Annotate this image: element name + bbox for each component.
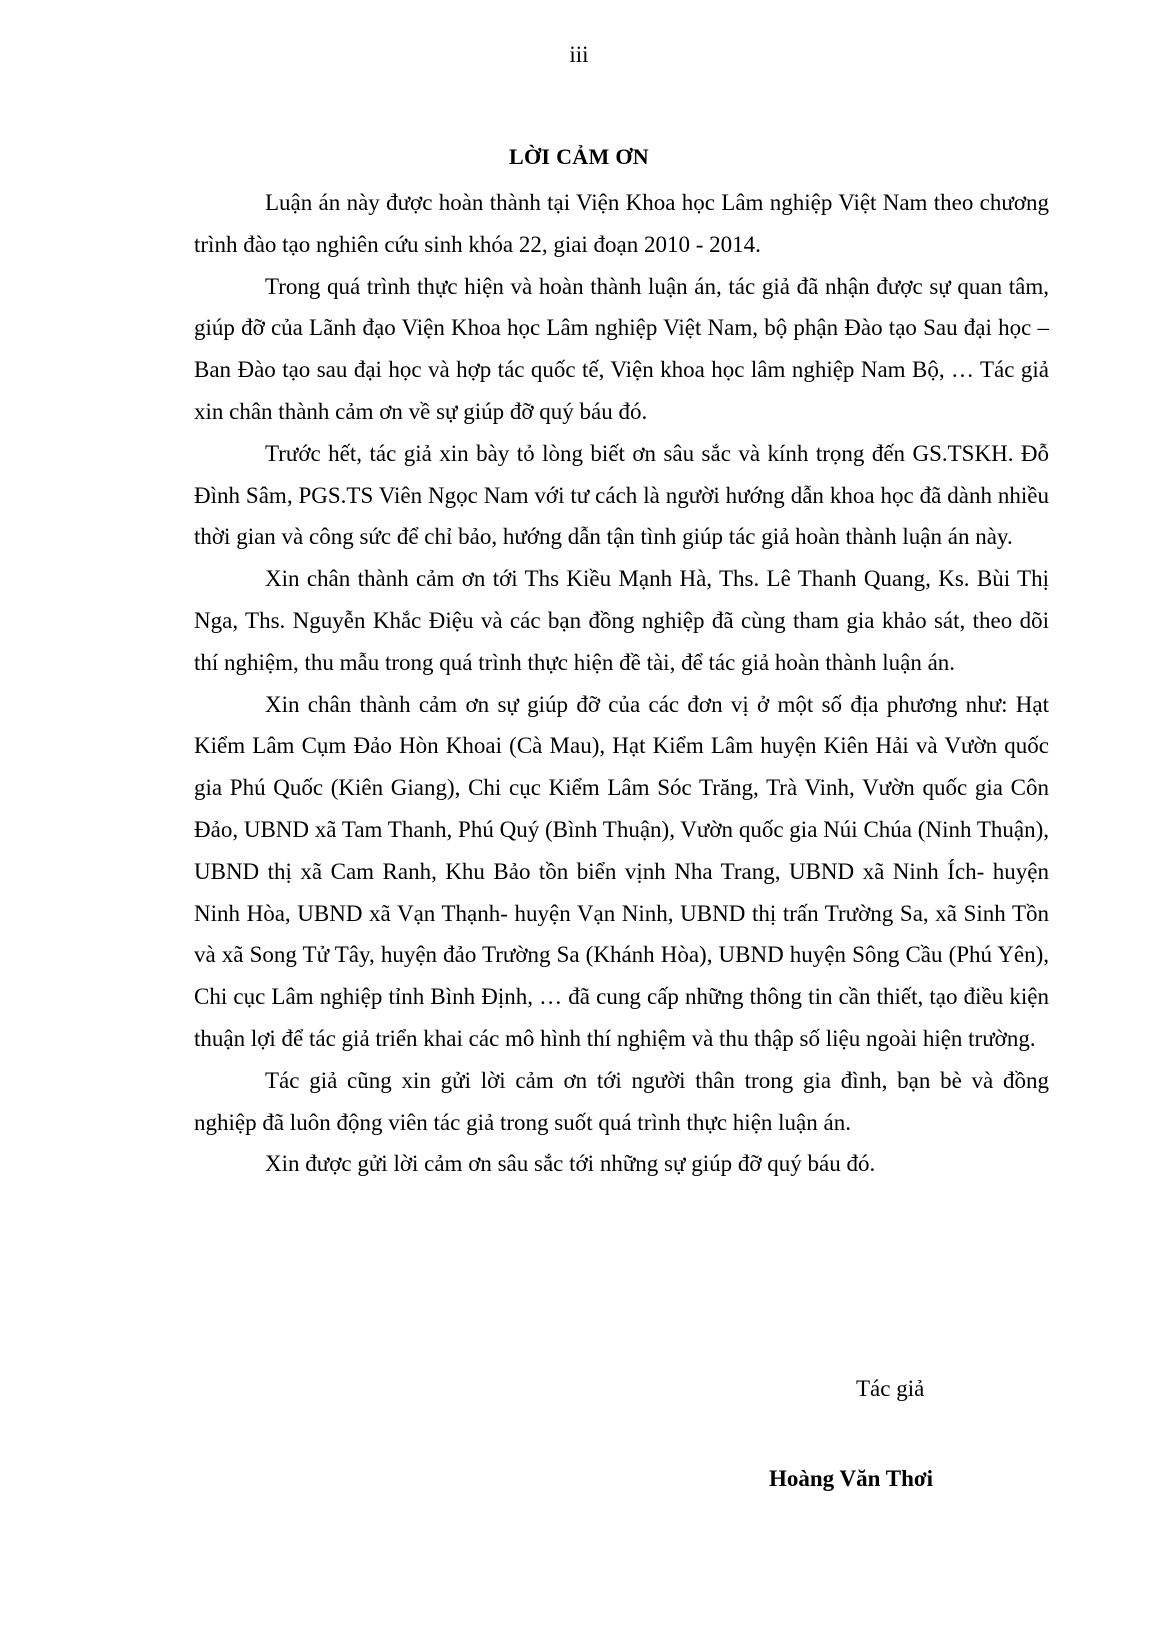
page-number: iii bbox=[569, 42, 589, 67]
paragraph-7: Xin được gửi lời cảm ơn sâu sắc tới những sự giúp đỡ quý báu đó. bbox=[265, 1151, 876, 1177]
paragraph-5: Xin chân thành cảm ơn sự giúp đỡ của các đơn vị ở một số địa phương như: Hạt Kiểm Lâm Cụm Đảo Hòn Khoai (Cà Mau), Hạt Kiểm Lâm huyện Kiên Hải và Vườn quốc gia Phú Quốc (Kiên Giang), Chi cục Kiểm Lâm Sóc Trăng, Trà Vinh, Vườn quốc gia Côn Đảo, UBND xã Tam Thanh, Phú Quý (Bình Thuận), Vườn quốc gia Núi Chúa (Ninh Thuận), UBND thị xã Cam Ranh, Khu Bảo tồn biển vịnh Nha Trang, UBND xã Ninh Ích- huyện Ninh Hòa, UBND xã Vạn Thạnh- huyện Vạn Ninh, UBND thị trấn Trường Sa, xã Sinh Tồn và xã Song Tử Tây, huyện đảo Trường Sa (Khánh Hòa), UBND huyện Sông Cầu (Phú Yên), Chi cục Lâm nghiệp tỉnh Bình Định, … đã cung cấp những thông tin cần thiết, tạo điều kiện thuận lợi để tác giả triển khai các mô hình thí nghiệm và thu thập số liệu ngoài hiện trường. bbox=[194, 691, 1049, 1051]
paragraph-4: Xin chân thành cảm ơn tới Ths Kiều Mạnh Hà, Ths. Lê Thanh Quang, Ks. Bùi Thị Nga, Ths. Nguyễn Khắc Điệu và các bạn đồng nghiệp đã cùng tham gia khảo sát, theo dõi thí nghiệm, thu mẫu trong quá trình thực hiện đề tài, để tác giả hoàn thành luận án. bbox=[194, 566, 1049, 675]
paragraph-6: Tác giả cũng xin gửi lời cảm ơn tới người thân trong gia đình, bạn bè và đồng nghiệp đã luôn động viên tác giả trong suốt quá trình thực hiện luận án. bbox=[194, 1067, 1049, 1135]
paragraph-3: Trước hết, tác giả xin bày tỏ lòng biết ơn sâu sắc và kính trọng đến GS.TSKH. Đỗ Đình Sâm, PGS.TS Viên Ngọc Nam với tư cách là người hướng dẫn khoa học đã dành nhiều thời gian và công sức để chỉ bảo, hướng dẫn tận tình giúp tác giả hoàn thành luận án này. bbox=[194, 440, 1049, 550]
paragraph-2: Trong quá trình thực hiện và hoàn thành luận án, tác giả đã nhận được sự quan tâm, giúp đỡ của Lãnh đạo Viện Khoa học Lâm nghiệp Việt Nam, bộ phận Đào tạo Sau đại học – Ban Đào tạo sau đại học và hợp tác quốc tế, Viện khoa học lâm nghiệp Nam Bộ, … Tác giả xin chân thành cảm ơn về sự giúp đỡ quý báu đó. bbox=[194, 273, 1049, 424]
signoff-label: Tác giả bbox=[856, 1376, 925, 1401]
author-name: Hoàng Văn Thơi bbox=[769, 1466, 934, 1491]
paragraph-1: Luận án này được hoàn thành tại Viện Khoa học Lâm nghiệp Việt Nam theo chương trình đào tạo nghiên cứu sinh khóa 22, giai đoạn 2010 - 2014. bbox=[194, 190, 1049, 257]
acknowledgement-body bbox=[194, 182, 1049, 1185]
page-title: LỜI CẢM ƠN bbox=[509, 144, 649, 169]
